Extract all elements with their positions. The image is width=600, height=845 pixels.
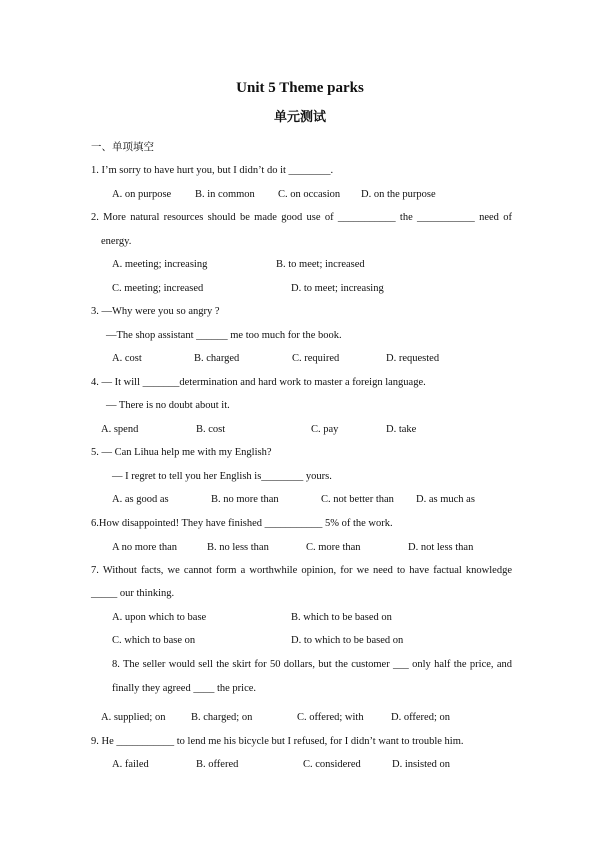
q9-option-c: C. considered bbox=[303, 759, 361, 770]
q8-option-b: B. charged; on bbox=[191, 712, 253, 723]
q5-option-c: C. not better than bbox=[321, 494, 394, 505]
q9-option-b: B. offered bbox=[196, 759, 239, 770]
question-3-stem: 3. —Why were you so angry ? bbox=[91, 306, 220, 317]
q6-option-a: A no more than bbox=[112, 542, 178, 553]
q3-option-a: A. cost bbox=[112, 353, 142, 364]
question-8-stem: 8. The seller would sell the skirt for 50 dollars, but the customer ___ only half the price, and bbox=[112, 659, 512, 670]
q2-option-a: A. meeting; increasing bbox=[112, 259, 208, 270]
q7-option-b: B. which to be based on bbox=[291, 612, 392, 623]
q1-option-b: B. in common bbox=[195, 189, 255, 200]
q7-option-c: C. which to base on bbox=[112, 635, 196, 646]
q8-option-a: A. supplied; on bbox=[101, 712, 166, 723]
q9-option-d: D. insisted on bbox=[392, 759, 451, 770]
q1-option-a: A. on purpose bbox=[112, 189, 172, 200]
q7-option-d: D. to which to be based on bbox=[291, 635, 404, 646]
q6-option-b: B. no less than bbox=[207, 542, 269, 553]
q4-option-c: C. pay bbox=[311, 424, 339, 435]
question-8-stem-cont: finally they agreed ____ the price. bbox=[112, 683, 257, 694]
question-3-stem-cont: —The shop assistant ______ me too much for the book. bbox=[106, 330, 342, 341]
page-subtitle: 单元测试 bbox=[273, 109, 326, 124]
q4-option-a: A. spend bbox=[101, 424, 139, 435]
page-title: Unit 5 Theme parks bbox=[236, 80, 364, 96]
q8-option-c: C. offered; with bbox=[297, 712, 364, 723]
question-7-stem-cont: _____ our thinking. bbox=[91, 588, 175, 599]
q2-option-b: B. to meet; increased bbox=[276, 259, 365, 270]
q8-option-d: D. offered; on bbox=[391, 712, 450, 723]
q3-option-d: D. requested bbox=[386, 353, 440, 364]
q2-option-c: C. meeting; increased bbox=[112, 283, 204, 294]
question-2-stem-cont: energy. bbox=[101, 236, 132, 247]
question-1-stem: 1. I’m sorry to have hurt you, but I didn’t do it ________. bbox=[91, 165, 334, 176]
question-7-stem: 7. Without facts, we cannot form a worthwhile opinion, for we need to have factual knowledge bbox=[91, 565, 512, 576]
q5-option-d: D. as much as bbox=[416, 494, 475, 505]
q4-option-d: D. take bbox=[386, 424, 417, 435]
q6-option-c: C. more than bbox=[306, 542, 361, 553]
q2-option-d: D. to meet; increasing bbox=[291, 283, 384, 294]
question-6-stem: 6.How disappointed! They have finished ___________ 5% of the work. bbox=[91, 518, 393, 529]
question-2-stem: 2. More natural resources should be made good use of ___________ the ___________ need of bbox=[91, 212, 512, 223]
question-4-stem-cont: — There is no doubt about it. bbox=[106, 400, 230, 411]
q6-option-d: D. not less than bbox=[408, 542, 474, 553]
q5-option-a: A. as good as bbox=[112, 494, 169, 505]
section-heading: 一、单项填空 bbox=[91, 142, 154, 153]
q5-option-b: B. no more than bbox=[211, 494, 279, 505]
q4-option-b: B. cost bbox=[196, 424, 226, 435]
question-5-stem-cont: — I regret to tell you her English is________ yours. bbox=[112, 471, 332, 482]
q9-option-a: A. failed bbox=[112, 759, 149, 770]
q3-option-c: C. required bbox=[292, 353, 340, 364]
q3-option-b: B. charged bbox=[194, 353, 240, 364]
question-4-stem: 4. — It will _______determination and hard work to master a foreign language. bbox=[91, 377, 426, 388]
q7-option-a: A. upon which to base bbox=[112, 612, 207, 623]
q1-option-d: D. on the purpose bbox=[361, 189, 436, 200]
question-5-stem: 5. — Can Lihua help me with my English? bbox=[91, 447, 272, 458]
question-9-stem: 9. He ___________ to lend me his bicycle but I refused, for I didn’t want to trouble him. bbox=[91, 736, 464, 747]
q1-option-c: C. on occasion bbox=[278, 189, 341, 200]
